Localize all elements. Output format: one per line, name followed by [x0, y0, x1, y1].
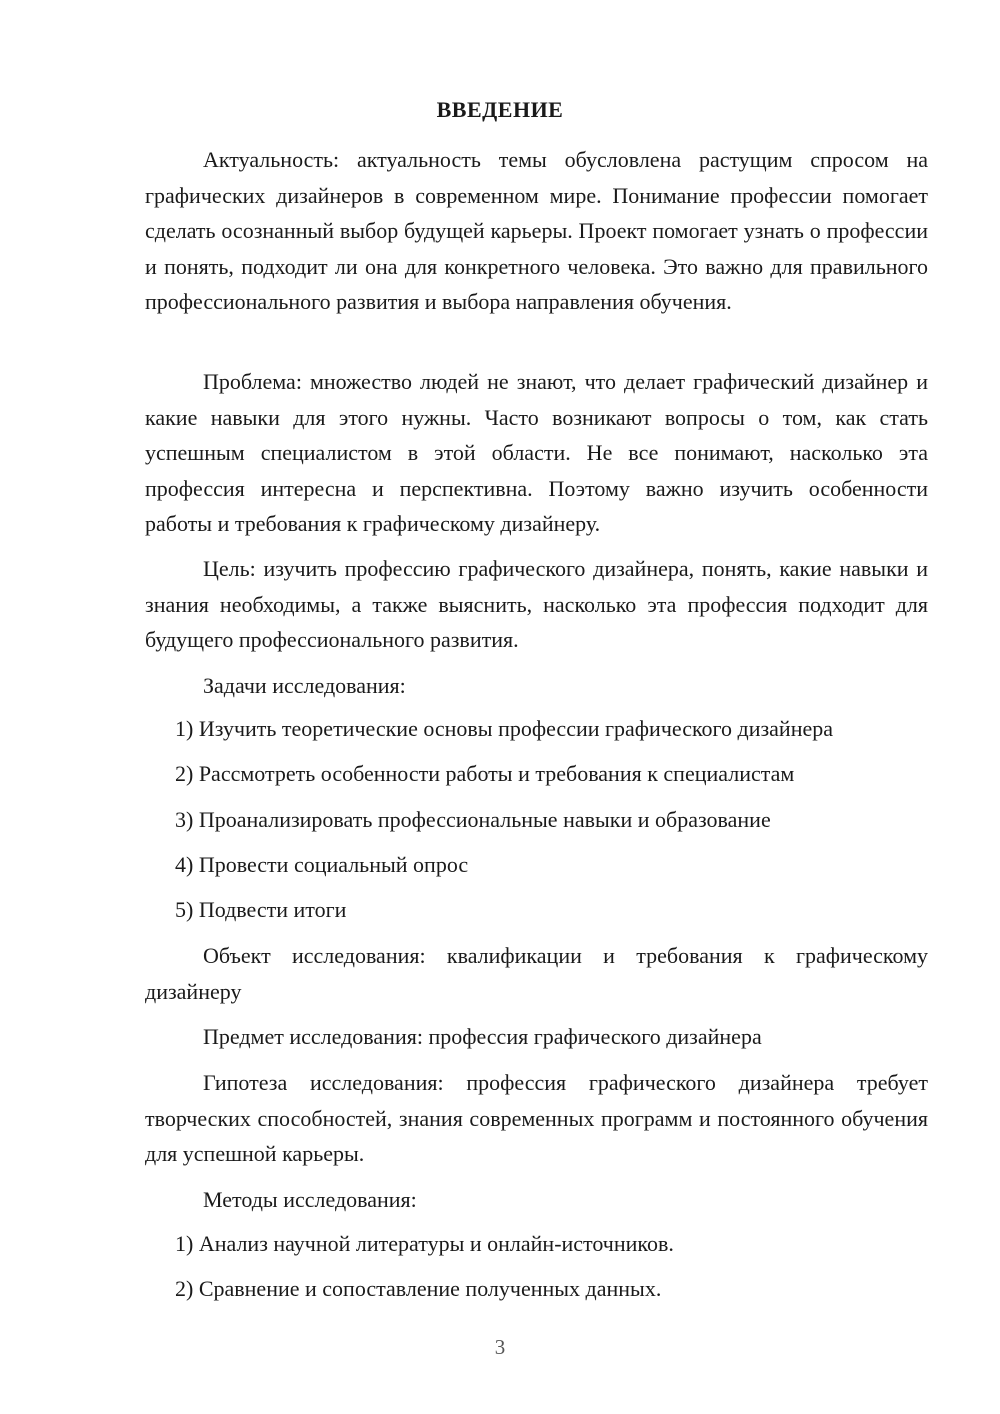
subject-paragraph: Предмет исследования: профессия графического дизайнера	[203, 1024, 762, 1049]
task-item-5: 5) Подвести итоги	[175, 897, 347, 922]
method-item-2: 2) Сравнение и сопоставление полученных данных.	[175, 1276, 662, 1301]
page-number: 3	[494, 1335, 506, 1359]
task-item-2: 2) Рассмотреть особенности работы и требования к специалистам	[175, 761, 795, 786]
hypothesis-paragraph: Гипотеза исследования: профессия графического дизайнера требует творческих способностей, знания современных программ и постоянного обучения для успешной карьеры.	[145, 1070, 928, 1166]
tasks-title: Задачи исследования:	[203, 673, 406, 698]
goal-paragraph: Цель: изучить профессию графического дизайнера, понять, какие навыки и знания необходимы, а также выяснить, насколько эта профессия подходит для будущего профессионального развития.	[145, 556, 928, 652]
object-paragraph: Объект исследования: квалификации и требования к графическому дизайнеру	[145, 943, 928, 1004]
method-item-1: 1) Анализ научной литературы и онлайн-источников.	[175, 1231, 674, 1256]
methods-title: Методы исследования:	[203, 1187, 417, 1212]
section-heading: ВВЕДЕНИЕ	[436, 97, 564, 122]
problem-paragraph: Проблема: множество людей не знают, что делает графический дизайнер и какие навыки для этого нужны. Часто возникают вопросы о том, как стать успешным специалистом в этой области. Не все понимают, насколько эта профессия интересна и перспективна. Поэтому важно изучить особенности работы и требования к графическому дизайнеру.	[145, 369, 928, 536]
relevance-paragraph: Актуальность: актуальность темы обусловлена растущим спросом на графических дизайнеров в современном мире. Понимание профессии помогает сделать осознанный выбор будущей карьеры. Проект помогает узнать о профессии и понять, подходит ли она для конкретного человека. Это важно для правильного профессионального развития и выбора направления обучения.	[145, 147, 928, 314]
task-item-3: 3) Проанализировать профессиональные навыки и образование	[175, 807, 771, 832]
task-item-1: 1) Изучить теоретические основы профессии графического дизайнера	[175, 716, 834, 741]
task-item-4: 4) Провести социальный опрос	[175, 852, 469, 877]
